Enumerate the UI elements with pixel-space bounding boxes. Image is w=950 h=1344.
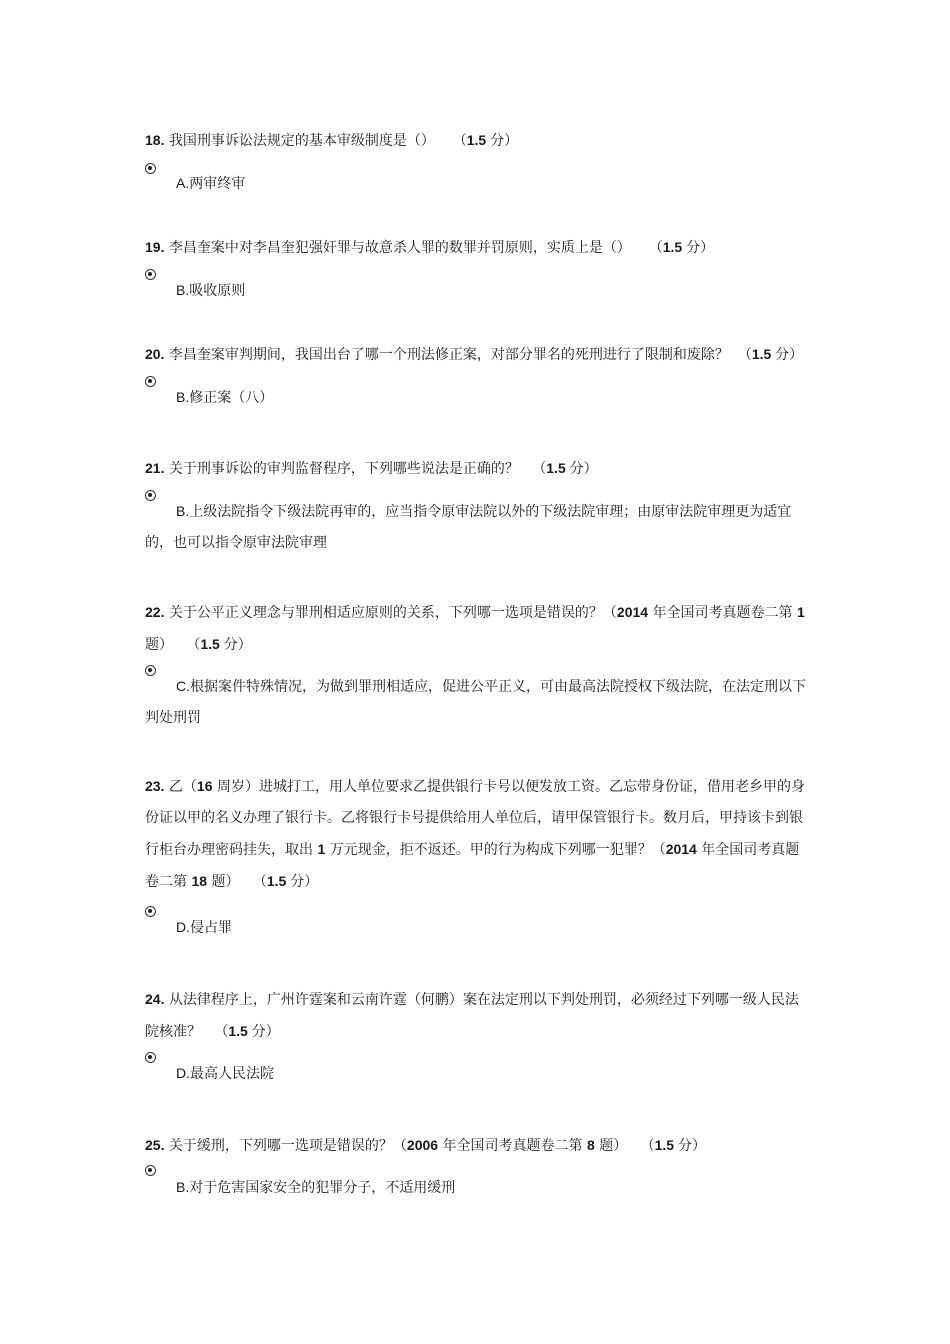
- question-text: 李昌奎案中对李昌奎犯强奸罪与故意杀人罪的数罪并罚原则，实质上是（）: [168, 240, 631, 256]
- question-number: 23.: [145, 778, 165, 794]
- answer-text: 根据案件特殊情况，为做到罪刑相适应，促进公平正义，可由最高法院授权下级法院，在法定刑以下判处刑罚: [145, 679, 806, 726]
- selected-answer: [145, 912, 810, 944]
- answer-letter: B.: [176, 503, 190, 519]
- answer-letter: A.: [176, 175, 190, 191]
- selected-answer: [145, 1058, 810, 1090]
- question-text: 李昌奎案审判期间，我国出台了哪一个刑法修正案，对部分罪名的死刑进行了限制和废除？: [168, 347, 729, 363]
- selected-answer: [145, 1172, 810, 1204]
- answer-text: 最高人民法院: [190, 1066, 274, 1082]
- answer-text: 两审终审: [189, 176, 246, 192]
- question-score: （1.5 分）: [737, 346, 804, 362]
- question-number: 21.: [145, 460, 165, 476]
- question-score: （1.5 分）: [186, 636, 252, 652]
- question-stem: [145, 453, 810, 485]
- question-score: （1.5 分）: [214, 1023, 280, 1039]
- question-stem: [145, 771, 810, 898]
- selected-answer: [145, 168, 810, 200]
- answer-text: 修正案（八）: [189, 390, 274, 406]
- selected-answer: [145, 382, 810, 414]
- question-score: （1.5 分）: [640, 1137, 706, 1153]
- question-score: （1.5 分）: [648, 239, 715, 255]
- selected-answer: [145, 671, 810, 734]
- question-number: 20.: [145, 346, 165, 362]
- question-text: 关于刑事诉讼的审判监督程序，下列哪些说法是正确的？: [168, 461, 519, 477]
- answer-text: 上级法院指令下级法院再审的，应当指令原审法院以外的下级法院审理；由原审法院审理更为适宜的，也可以指令原审法院审理: [145, 504, 792, 551]
- question-score: （1.5 分）: [452, 132, 519, 148]
- question-text: 我国刑事诉讼法规定的基本审级制度是（）: [168, 133, 435, 149]
- answer-text: 对于危害国家安全的犯罪分子，不适用缓刑: [189, 1180, 456, 1196]
- question-stem: [145, 232, 810, 264]
- question-number: 19.: [145, 239, 165, 255]
- question-number: 22.: [145, 604, 165, 620]
- question-text: 乙（16 周岁）进城打工，用人单位要求乙提供银行卡号以便发放工资。乙忘带身份证，借用老乡甲的身份证以甲的名义办理了银行卡。乙将银行卡号提供给用人单位后，请甲保管银行卡。数月后，甲持该卡到银行柜台办理密码挂失，取出 1 万元现金，拒不返还。甲的行为构成下列哪一犯罪？（2014 年全国司考真题卷二第 18 题）: [145, 778, 805, 890]
- question-score: （1.5 分）: [532, 460, 598, 476]
- answer-letter: B.: [176, 1179, 190, 1195]
- answer-letter: D.: [176, 1065, 190, 1081]
- question-stem: [145, 597, 810, 661]
- question-number: 25.: [145, 1137, 165, 1153]
- question-text: 关于缓刑，下列哪一选项是错误的？（2006 年全国司考真题卷二第 8 题）: [168, 1137, 628, 1154]
- question-text: 从法律程序上，广州许霆案和云南许霆（何鹏）案在法定刑以下判处刑罚，必须经过下列哪一级人民法院核准？: [145, 992, 799, 1040]
- question-number: 24.: [145, 991, 165, 1007]
- selected-answer: [145, 275, 810, 307]
- answer-letter: B.: [176, 389, 190, 405]
- answer-letter: B.: [176, 282, 190, 298]
- answer-letter: C.: [176, 678, 190, 694]
- selected-answer: [145, 496, 810, 559]
- answer-letter: D.: [176, 919, 190, 935]
- answer-text: 吸收原则: [189, 283, 246, 299]
- question-stem: [145, 984, 810, 1048]
- answer-text: 侵占罪: [190, 920, 232, 936]
- question-text: 关于公平正义理念与罪刑相适应原则的关系，下列哪一选项是错误的？（2014 年全国司考真题卷二第 1 题）: [145, 604, 805, 653]
- question-score: （1.5 分）: [252, 873, 319, 889]
- question-stem: [145, 1130, 810, 1162]
- question-stem: [145, 339, 825, 371]
- question-stem: [145, 125, 810, 157]
- question-number: 18.: [145, 132, 165, 148]
